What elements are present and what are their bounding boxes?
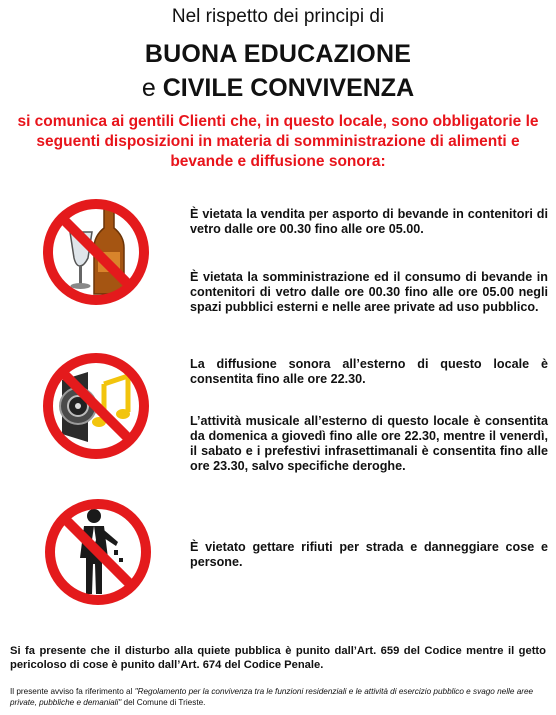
title-prefix: e	[141, 74, 156, 102]
reference-suffix: del Comune di Trieste.	[121, 698, 206, 707]
reference-prefix: Il presente avviso fa riferimento al	[10, 687, 135, 696]
rule-music-activity: L’attività musicale all’esterno di questo locale è consentita da domenica a giovedì fino alle ore 22.30, mentre il venerdì, il sabato e i prefestivi infrasettimanali è consentita fino alle ore 23.30, salvo specifiche deroghe.	[190, 414, 548, 473]
rule-littering: È vietato gettare rifiuti per strada e danneggiare cose e persone.	[190, 540, 548, 569]
regulation-reference	[10, 686, 546, 708]
rule-sound-diffusion: La diffusione sonora all’esterno di questo locale è consentita fino alle ore 22.30.	[190, 357, 548, 386]
rule-glass-sale: È vietata la vendita per asporto di bevande in contenitori di vetro dalle ore 00.30 fino alle ore 05.00.	[190, 207, 548, 236]
intro-text: Nel rispetto dei principi di	[171, 6, 385, 27]
no-littering-icon	[42, 496, 154, 608]
no-loud-music-icon	[40, 350, 152, 462]
title-line-1: BUONA EDUCAZIONE	[144, 40, 412, 68]
notice-text: si comunica ai gentili Clienti che, in questo locale, sono obbligatorie le seguenti disposizioni in materia di somministrazione di alimenti e bevande e diffusione sonora:	[17, 113, 539, 170]
reference-title: "Regolamento per la convivenza tra le funzioni residenziali e le attività di esercizio pubblico e svago nelle aree private, pubbliche e demaniali"	[10, 687, 534, 707]
title-line-2	[0, 74, 556, 103]
rule-glass-consumption: È vietata la somministrazione ed il consumo di bevande in contenitori di vetro dalle ore 00.30 fino alle ore 05.00 negli spazi pubblici esterni e nelle aree private ad uso pubblico.	[190, 270, 548, 314]
title-main: CIVILE CONVIVENZA	[162, 74, 415, 102]
no-glass-bottles-icon	[40, 196, 152, 308]
penalty-note: Si fa presente che il disturbo alla quiete pubblica è punito dall’Art. 659 del Codice mentre il getto pericoloso di cose è punito dall’Art. 674 del Codice Penale.	[10, 645, 546, 671]
